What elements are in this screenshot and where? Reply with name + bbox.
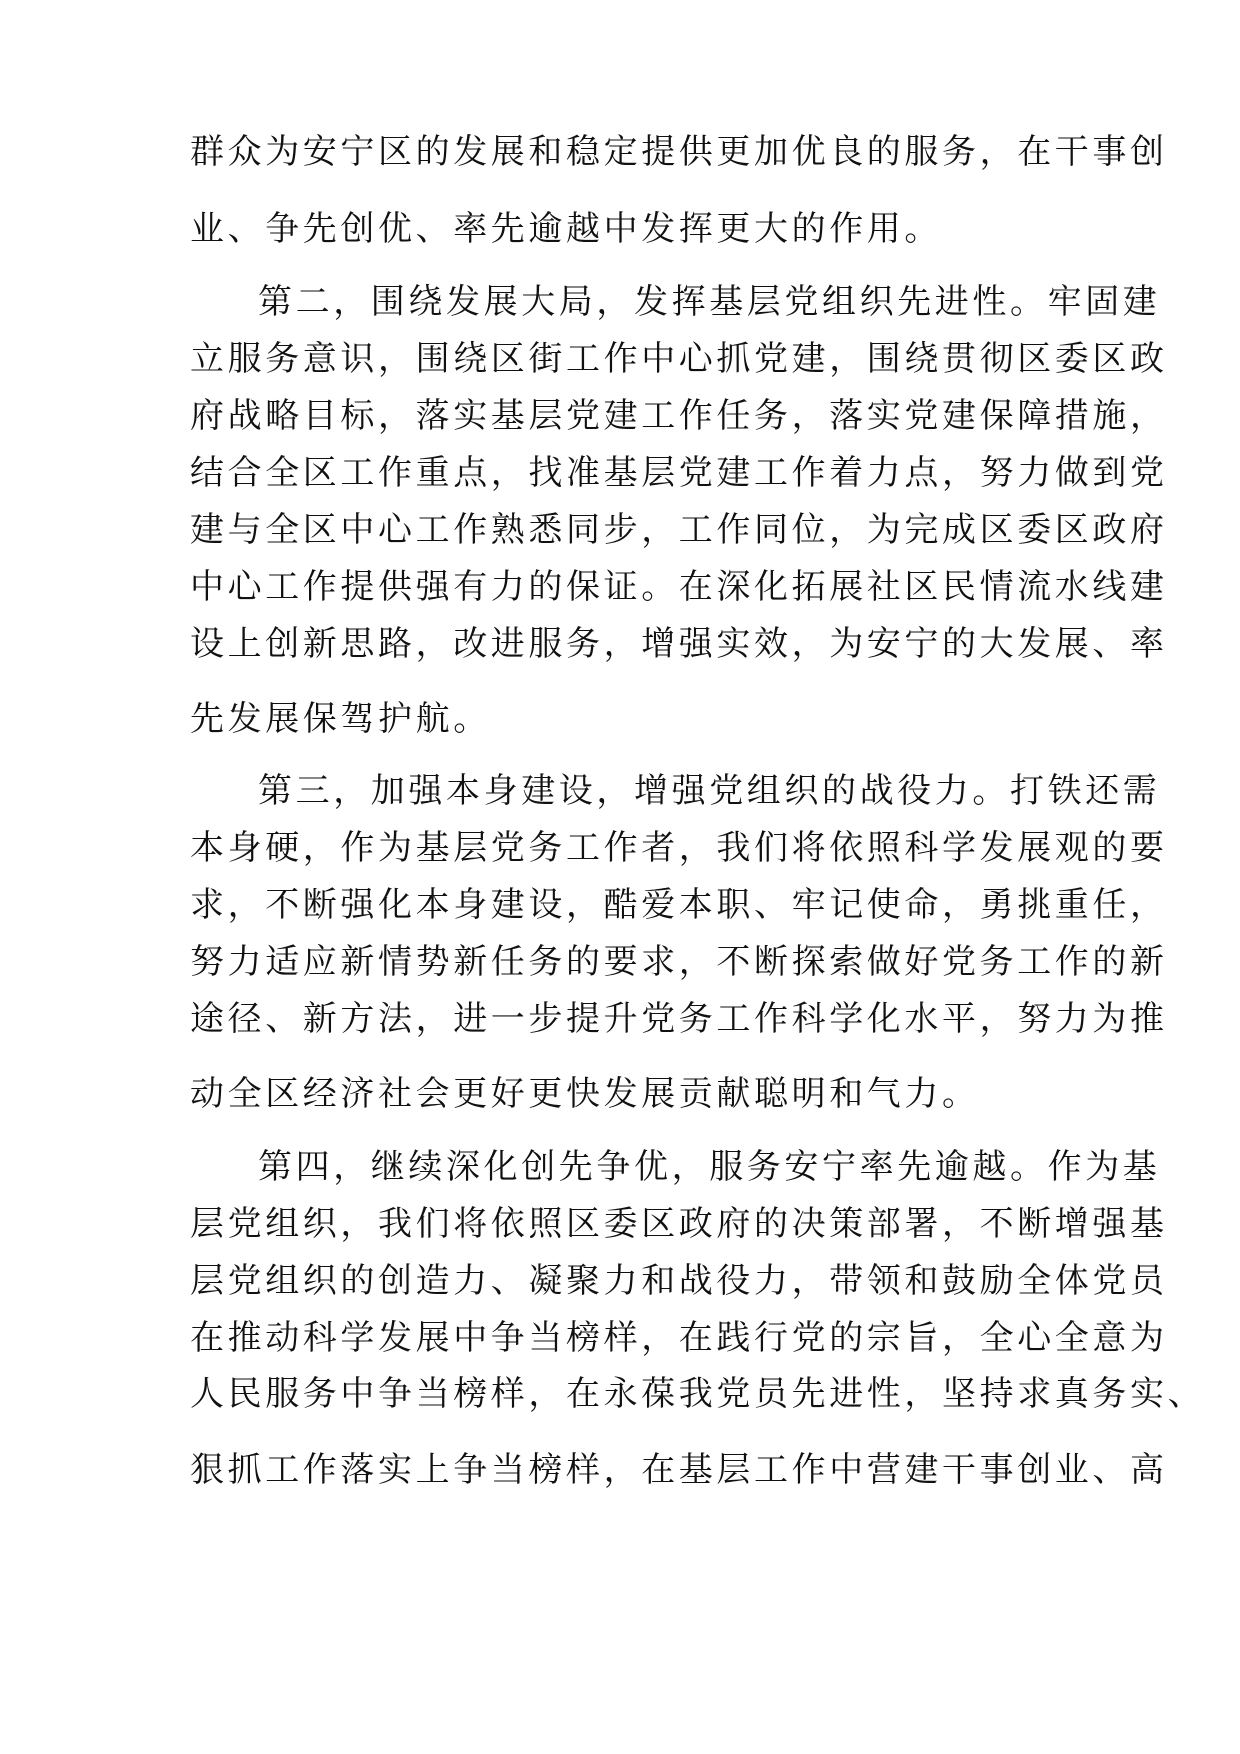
text-line: 群众为安宁区的发展和稳定提供更加优良的服务，在干事创 [190,132,1168,172]
paragraph-start-line: 第四，继续深化创先争优，服务安宁率先逾越。作为基 [258,1147,1161,1187]
text-line: 人民服务中争当榜样，在永葆我党员先进性，坚持求真务实、 [190,1374,1206,1414]
text-line: 狠抓工作落实上争当榜样，在基层工作中营建干事创业、高 [190,1450,1168,1490]
text-line: 动全区经济社会更好更快发展贡献聪明和气力。 [190,1074,980,1114]
text-line: 本身硬，作为基层党务工作者，我们将依照科学发展观的要 [190,828,1168,868]
text-line: 先发展保驾护航。 [190,699,491,739]
text-line: 建与全区中心工作熟悉同步，工作同位，为完成区委区政府 [190,510,1168,550]
text-line: 业、争先创优、率先逾越中发挥更大的作用。 [190,209,942,249]
text-line: 层党组织的创造力、凝聚力和战役力，带领和鼓励全体党员 [190,1261,1168,1301]
text-line: 府战略目标，落实基层党建工作任务，落实党建保障措施， [190,396,1168,436]
text-line: 设上创新思路，改进服务，增强实效，为安宁的大发展、率 [190,624,1168,664]
text-line: 努力适应新情势新任务的要求，不断探索做好党务工作的新 [190,942,1168,982]
text-line: 结合全区工作重点，找准基层党建工作着力点，努力做到党 [190,453,1168,493]
text-line: 层党组织，我们将依照区委区政府的决策部署，不断增强基 [190,1204,1168,1244]
paragraph-start-line: 第三，加强本身建设，增强党组织的战役力。打铁还需 [258,771,1161,811]
text-line: 途径、新方法，进一步提升党务工作科学化水平，努力为推 [190,999,1168,1039]
text-line: 中心工作提供强有力的保证。在深化拓展社区民情流水线建 [190,567,1168,607]
text-line: 求，不断强化本身建设，酷爱本职、牢记使命，勇挑重任， [190,885,1168,925]
paragraph-start-line: 第二，围绕发展大局，发挥基层党组织先进性。牢固建 [258,282,1161,322]
text-line: 在推动科学发展中争当榜样，在践行党的宗旨，全心全意为 [190,1318,1168,1358]
text-line: 立服务意识，围绕区街工作中心抓党建，围绕贯彻区委区政 [190,339,1168,379]
